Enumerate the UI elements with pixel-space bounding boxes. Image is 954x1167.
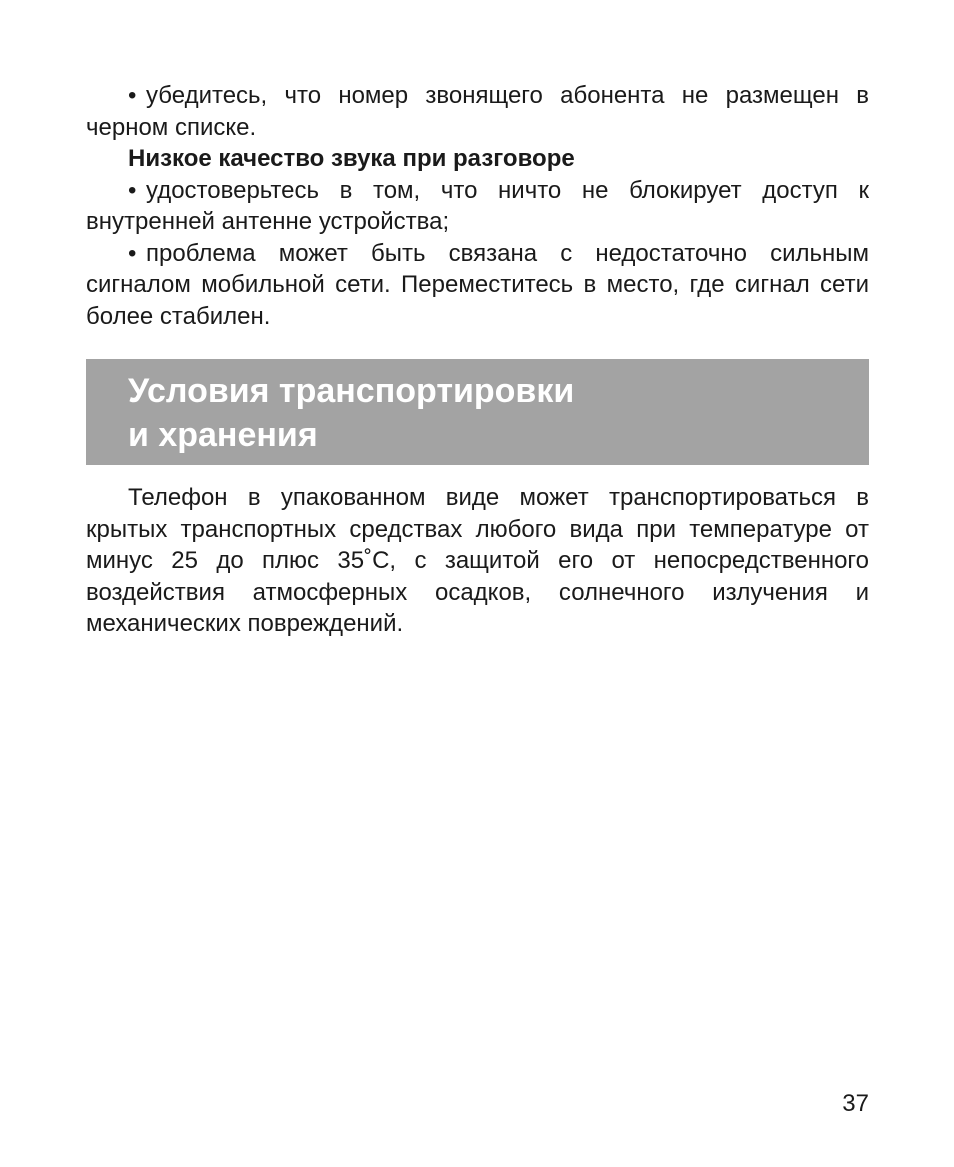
subheading-sound-quality: Низкое качество звука при разговоре <box>128 145 575 172</box>
page-number: 37 <box>842 1090 869 1117</box>
section-body <box>86 482 869 640</box>
top-text-block <box>86 80 869 332</box>
section-title-line-1: Условия транспортировки <box>128 372 575 410</box>
bullet-marker: • <box>128 176 137 204</box>
bullet-paragraph-signal <box>86 238 869 333</box>
bullet-paragraph-antenna <box>86 175 869 238</box>
section-title <box>128 369 574 457</box>
transport-storage-paragraph: Телефон в упакованном виде может транспортироваться в крытых транспортных средствах любого вида при температуре от минус 25 до плюс 35˚С, с защитой его от непосредственного воздействия атмосферных осадков, солнечного излучения и механических повреждений. <box>86 484 869 637</box>
bullet-marker: • <box>128 239 137 267</box>
section-title-line-2: и хранения <box>128 416 318 454</box>
paragraph-text: удостоверьтесь в том, что ничто не блокирует доступ к внутренней антенне устройства; <box>86 176 869 235</box>
bullet-paragraph-blacklist <box>86 80 869 143</box>
section-heading-band <box>86 359 869 465</box>
paragraph-text: убедитесь, что номер звонящего абонента не размещен в черном списке. <box>86 82 869 141</box>
bullet-marker: • <box>128 82 137 109</box>
paragraph-text: проблема может быть связана с недостаточно сильным сигналом мобильной сети. Переместитесь в место, где сигнал сети более стабилен. <box>86 239 869 330</box>
